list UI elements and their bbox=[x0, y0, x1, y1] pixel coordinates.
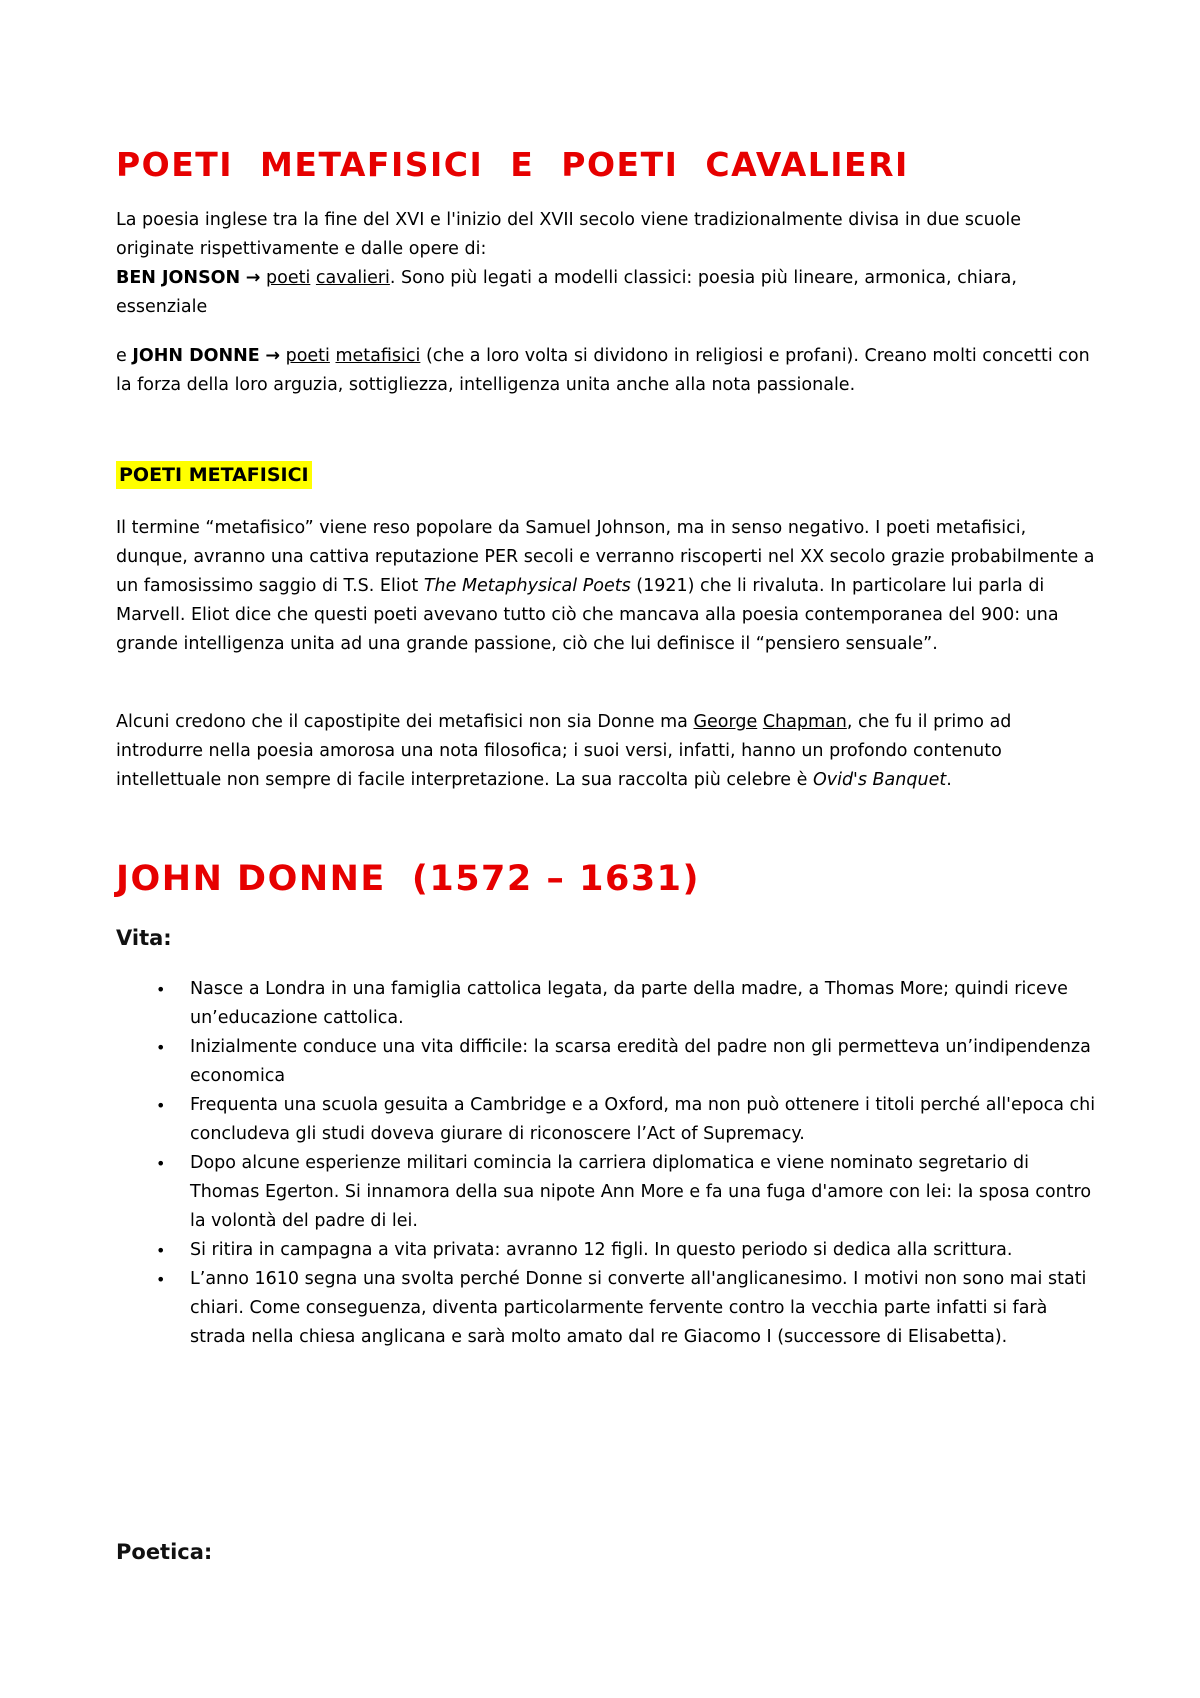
donne-heading-dates: (1572 – 1631) bbox=[411, 859, 701, 899]
bullet-icon: • bbox=[156, 980, 166, 999]
bullet-icon: • bbox=[156, 1096, 166, 1115]
poeti-link: poeti bbox=[266, 268, 311, 288]
metafisici-heading-wrap bbox=[116, 460, 1100, 490]
metaphysical-poets-title: The Metaphysical Poets bbox=[423, 576, 631, 596]
metafisici-p2-end: . bbox=[946, 770, 952, 790]
ben-jonson-name: BEN JONSON bbox=[116, 268, 241, 288]
ben-description: . Sono più legati a modelli classici: poesia più lineare, armonica, chiara, essenziale bbox=[116, 268, 1017, 317]
bullet-icon: • bbox=[156, 1038, 166, 1057]
list-item-text: Si ritira in campagna a vita privata: avranno 12 figli. In questo periodo si dedica alla scrittura. bbox=[190, 1240, 1013, 1260]
donne-heading bbox=[116, 855, 1100, 903]
george-link: George bbox=[693, 712, 758, 732]
poetica-label: Poetica: bbox=[116, 1540, 213, 1564]
ovids-banquet-title: Ovid's Banquet bbox=[812, 770, 947, 790]
arrow-right-icon: → bbox=[245, 268, 261, 288]
list-item-text: Dopo alcune esperienze militari comincia la carriera diplomatica e viene nominato segretario di Thomas Egerton. Si innamora della sua nipote Ann More e fa una fuga d'amore con lei: la sposa contro la volontà del padre di lei. bbox=[190, 1153, 1092, 1231]
donne-description: (che a loro volta si dividono in religiosi e profani). Creano molti concetti con la forza della loro arguzia, sottigliezza, intelligenza unita anche alla nota passionale. bbox=[116, 346, 1090, 395]
bullet-icon: • bbox=[156, 1270, 166, 1289]
metafisici-paragraph-2 bbox=[116, 708, 1100, 795]
list-item bbox=[148, 1091, 1100, 1149]
poeti-link: poeti bbox=[285, 346, 330, 366]
list-item bbox=[148, 975, 1100, 1033]
vita-list bbox=[148, 975, 1100, 1352]
arrow-right-icon: → bbox=[265, 346, 281, 366]
list-item-text: Frequenta una scuola gesuita a Cambridge e a Oxford, ma non può ottenere i titoli perché all'epoca chi concludeva gli studi doveva giurare di riconoscere l’Act of Supremacy. bbox=[190, 1095, 1096, 1144]
intro-text: La poesia inglese tra la fine del XVI e l'inizio del XVII secolo viene tradizionalmente divisa in due scuole originate rispettivamente e dalle opere di: bbox=[116, 210, 1022, 259]
metafisici-p2-text: Alcuni credono che il capostipite dei metafisici non sia Donne ma bbox=[116, 712, 694, 732]
metafisici-paragraph-1 bbox=[116, 514, 1100, 659]
list-item-text: L’anno 1610 segna una svolta perché Donne si converte all'anglicanesimo. I motivi non sono mai stati chiari. Come conseguenza, diventa particolarmente fervente contro la vecchia parte infatti si farà strada nella chiesa anglicana e sarà molto amato dal re Giacomo I (successore di Elisabetta). bbox=[190, 1269, 1087, 1347]
list-item-text: Inizialmente conduce una vita difficile: la scarsa eredità del padre non gli permetteva un’indipendenza economica bbox=[190, 1037, 1091, 1086]
donne-paragraph bbox=[116, 342, 1100, 400]
intro-paragraph bbox=[116, 206, 1100, 322]
page-title: POETI METAFISICI E POETI CAVALIERI bbox=[116, 145, 909, 184]
john-donne-name: JOHN DONNE bbox=[132, 346, 260, 366]
bullet-icon: • bbox=[156, 1154, 166, 1173]
chapman-link: Chapman bbox=[762, 712, 847, 732]
bullet-icon: • bbox=[156, 1241, 166, 1260]
metafisici-p1-text: Il termine “metafisico” viene reso popolare da Samuel Johnson, ma in senso negativo. I poeti metafisici, dunque, avranno una cattiva reputazione PER secoli e verranno riscoperti nel XX secolo grazie probabilmente a un famosissimo saggio di T.S. Eliot bbox=[116, 518, 1095, 596]
list-item bbox=[148, 1236, 1100, 1265]
metafisici-p1-rest: (1921) che li rivaluta. In particolare lui parla di Marvell. Eliot dice che questi poeti avevano tutto ciò che mancava alla poesia contemporanea del 900: una grande intelligenza unita ad una grande passione, ciò che lui definisce il “pensiero sensuale”. bbox=[116, 576, 1059, 654]
cavalieri-link: cavalieri bbox=[315, 268, 390, 288]
metafisici-p2-rest: , che fu il primo ad introdurre nella poesia amorosa una nota filosofica; i suoi versi, infatti, hanno un profondo contenuto intellettuale non sempre di facile interpretazione. La sua raccolta più celebre è bbox=[116, 712, 1012, 790]
metafisici-link: metafisici bbox=[335, 346, 421, 366]
list-item bbox=[148, 1265, 1100, 1352]
donne-prefix: e bbox=[116, 346, 133, 366]
list-item-text: Nasce a Londra in una famiglia cattolica legata, da parte della madre, a Thomas More; quindi riceve un’educazione cattolica. bbox=[190, 979, 1068, 1028]
vita-label: Vita: bbox=[116, 926, 172, 950]
donne-heading-name: JOHN DONNE bbox=[116, 859, 386, 899]
metafisici-heading: POETI METAFISICI bbox=[116, 461, 312, 489]
list-item bbox=[148, 1033, 1100, 1091]
list-item bbox=[148, 1149, 1100, 1236]
